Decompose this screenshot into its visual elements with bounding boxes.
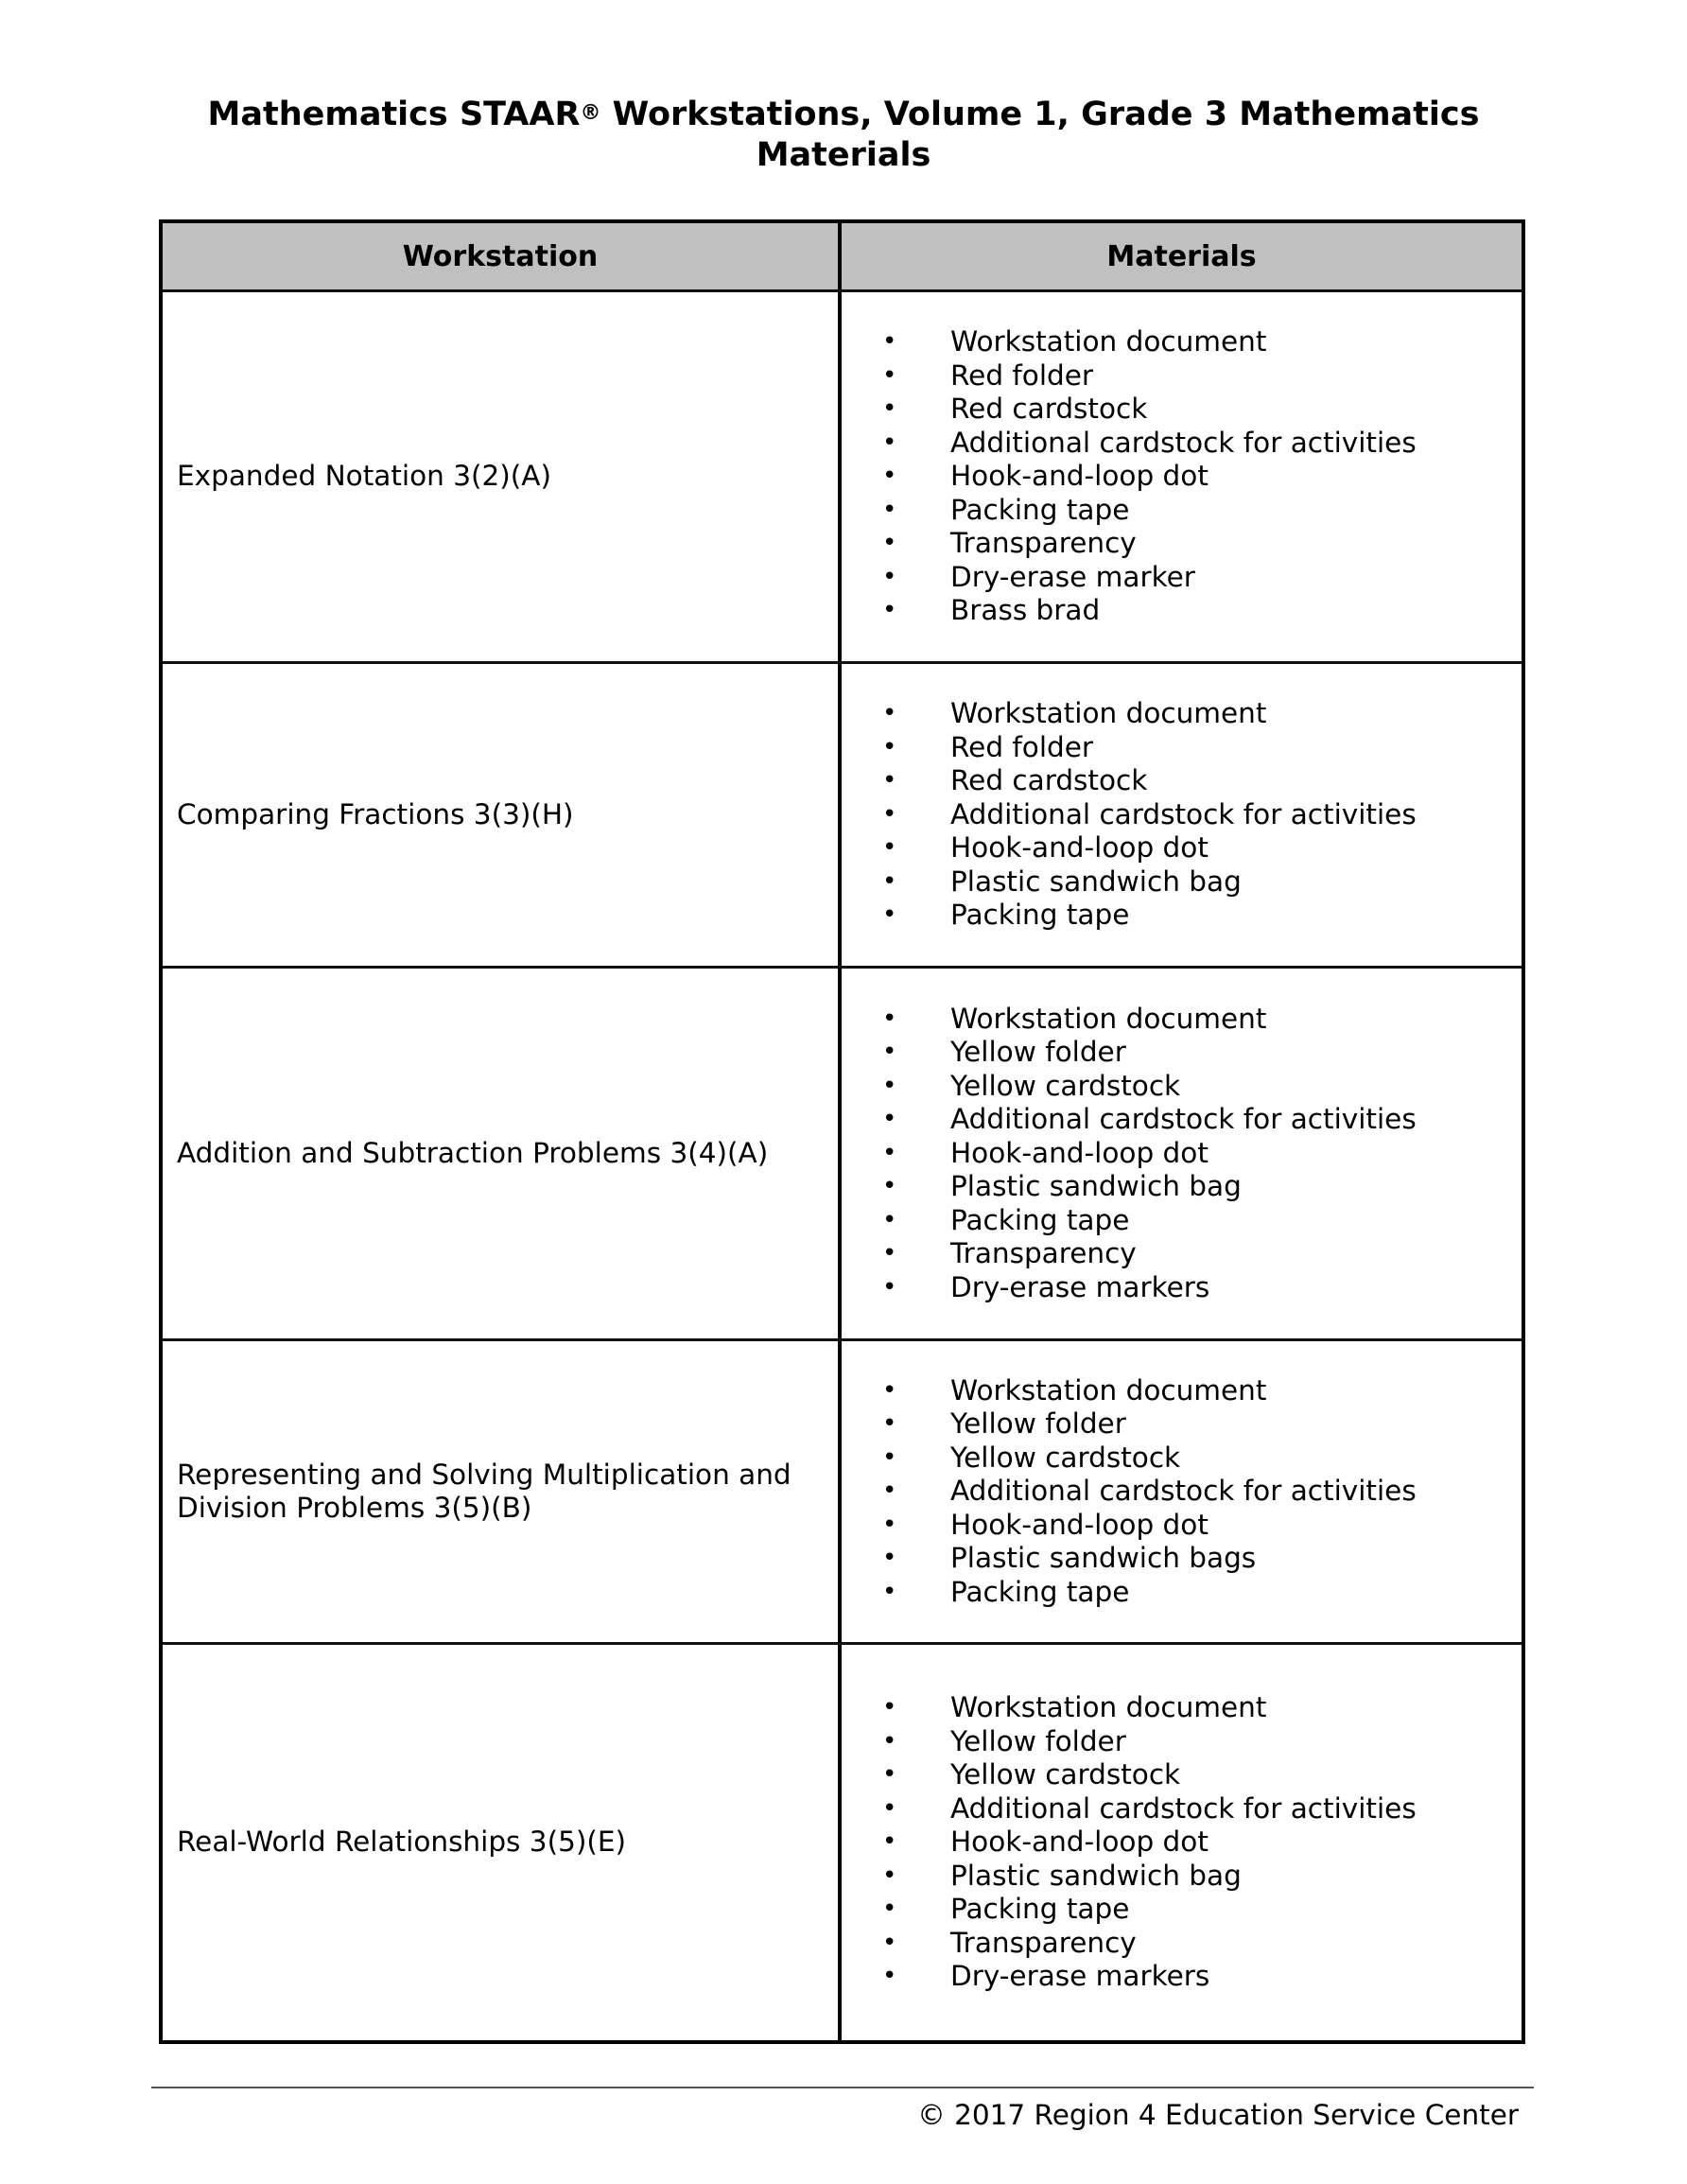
workstation-cell (163, 969, 842, 1338)
footer-divider (151, 2087, 1534, 2088)
list-item: • Packing tape (868, 1204, 1417, 1238)
registered-mark: ® (580, 101, 601, 125)
list-item: • Workstation document (868, 325, 1417, 359)
materials-cell (842, 664, 1522, 966)
table-row (163, 966, 1522, 1338)
title-line-1: Mathematics STAAR® Workstations, Volume 1, Grade 3 Mathematics (207, 96, 1480, 133)
materials-list (868, 325, 1417, 628)
list-item: • Plastic sandwich bag (868, 865, 1417, 900)
list-item: • Packing tape (868, 494, 1417, 528)
table-row (163, 1642, 1522, 2040)
list-item: • Yellow cardstock (868, 1758, 1417, 1792)
list-item: • Yellow cardstock (868, 1070, 1417, 1104)
list-item: • Transparency (868, 527, 1417, 561)
list-item: • Packing tape (868, 1576, 1417, 1610)
table-row (163, 289, 1522, 661)
list-item: • Packing tape (868, 899, 1417, 933)
list-item: • Dry-erase marker (868, 561, 1417, 595)
page-title (0, 95, 1687, 176)
list-item: • Packing tape (868, 1893, 1417, 1927)
materials-cell (842, 969, 1522, 1338)
list-item: • Workstation document (868, 697, 1417, 731)
workstation-name: Addition and Subtraction Problems 3(4)(A) (177, 1136, 769, 1169)
list-item: • Additional cardstock for activities (868, 1475, 1417, 1509)
list-item: • Additional cardstock for activities (868, 1792, 1417, 1826)
list-item: • Yellow cardstock (868, 1441, 1417, 1476)
workstation-cell (163, 292, 842, 661)
header-materials: Materials (1106, 239, 1257, 273)
list-item: • Yellow folder (868, 1725, 1417, 1759)
list-item: • Hook-and-loop dot (868, 460, 1417, 494)
list-item: • Brass brad (868, 594, 1417, 628)
list-item: • Plastic sandwich bag (868, 1170, 1417, 1204)
footer-copyright: © 2017 Region 4 Education Service Center (917, 2099, 1519, 2131)
list-item: • Transparency (868, 1927, 1417, 1961)
list-item: • Dry-erase markers (868, 1271, 1417, 1305)
list-item: • Plastic sandwich bag (868, 1860, 1417, 1894)
table-row (163, 1338, 1522, 1642)
list-item: • Yellow folder (868, 1036, 1417, 1070)
materials-table (159, 219, 1525, 2044)
table-header-row (163, 223, 1522, 289)
workstation-cell (163, 1645, 842, 2040)
workstation-cell (163, 664, 842, 966)
materials-list (868, 1003, 1417, 1305)
workstation-name: Comparing Fractions 3(3)(H) (177, 797, 574, 830)
title-line-2: Materials (756, 136, 931, 174)
list-item: • Additional cardstock for activities (868, 427, 1417, 461)
list-item: • Workstation document (868, 1003, 1417, 1037)
materials-cell (842, 1645, 1522, 2040)
list-item: • Additional cardstock for activities (868, 1103, 1417, 1137)
materials-list (868, 1691, 1417, 1994)
list-item: • Hook-and-loop dot (868, 1137, 1417, 1171)
workstation-name: Representing and Solving Multiplication and Division Problems 3(5)(B) (177, 1458, 791, 1524)
list-item: • Red folder (868, 731, 1417, 765)
workstation-name: Real-World Relationships 3(5)(E) (177, 1826, 627, 1859)
table-row (163, 661, 1522, 966)
list-item: • Yellow folder (868, 1407, 1417, 1441)
list-item: • Red folder (868, 359, 1417, 393)
materials-cell (842, 292, 1522, 661)
list-item: • Additional cardstock for activities (868, 798, 1417, 832)
list-item: • Transparency (868, 1237, 1417, 1271)
materials-cell (842, 1341, 1522, 1642)
list-item: • Workstation document (868, 1374, 1417, 1408)
list-item: • Hook-and-loop dot (868, 1509, 1417, 1543)
list-item: • Red cardstock (868, 764, 1417, 798)
workstation-cell (163, 1341, 842, 1642)
list-item: • Workstation document (868, 1691, 1417, 1725)
materials-list (868, 1374, 1417, 1610)
list-item: • Hook-and-loop dot (868, 831, 1417, 865)
list-item: • Plastic sandwich bags (868, 1542, 1417, 1576)
materials-list (868, 697, 1417, 933)
list-item: • Hook-and-loop dot (868, 1826, 1417, 1860)
header-workstation: Workstation (163, 223, 842, 289)
workstation-name: Expanded Notation 3(2)(A) (177, 460, 551, 493)
list-item: • Dry-erase markers (868, 1960, 1417, 1994)
list-item: • Red cardstock (868, 393, 1417, 427)
